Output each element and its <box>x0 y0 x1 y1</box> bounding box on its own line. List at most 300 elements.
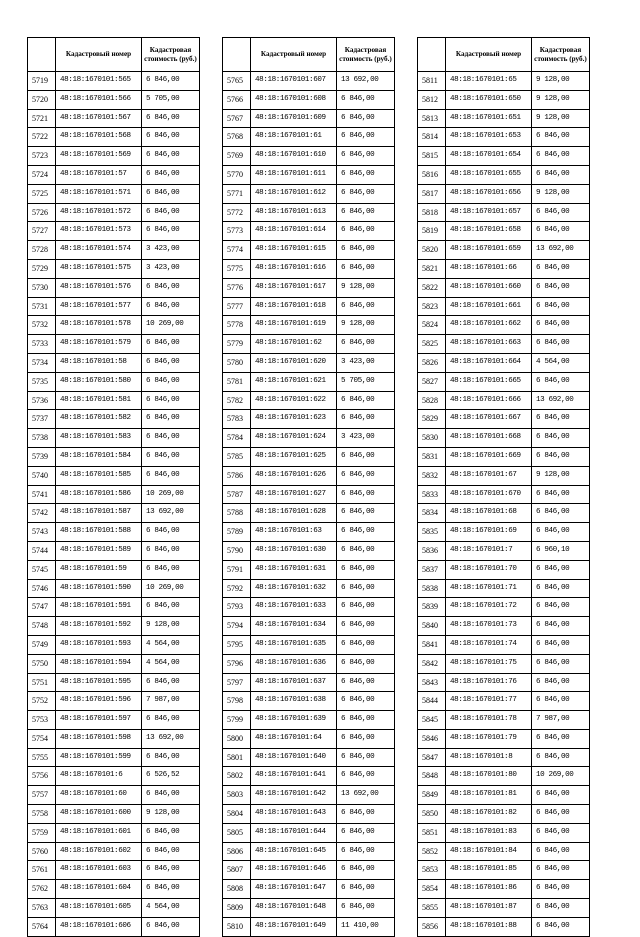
cadastral-number: 48:18:1670101:624 <box>251 429 337 448</box>
cadastral-number: 48:18:1670101:565 <box>56 72 142 91</box>
table-row <box>223 560 395 579</box>
table-row <box>223 391 395 410</box>
row-number: 5811 <box>418 72 446 91</box>
row-number: 5750 <box>28 654 56 673</box>
table-row <box>223 842 395 861</box>
table-row <box>28 786 200 805</box>
row-number: 5765 <box>223 72 251 91</box>
row-number: 5854 <box>418 880 446 899</box>
cadastral-value: 6 846,00 <box>337 541 395 560</box>
cadastral-value: 6 846,00 <box>532 128 590 147</box>
table-row <box>28 297 200 316</box>
cadastral-value: 13 692,00 <box>532 241 590 260</box>
cadastral-number: 48:18:1670101:569 <box>56 147 142 166</box>
row-number: 5742 <box>28 504 56 523</box>
cadastral-value: 6 846,00 <box>142 335 200 354</box>
cadastral-value: 6 846,00 <box>532 316 590 335</box>
row-number: 5840 <box>418 617 446 636</box>
cadastral-number: 48:18:1670101:590 <box>56 579 142 598</box>
cadastral-value: 6 846,00 <box>532 429 590 448</box>
row-number: 5729 <box>28 259 56 278</box>
cadastral-value: 6 846,00 <box>532 617 590 636</box>
row-number: 5794 <box>223 617 251 636</box>
table-row <box>418 128 590 147</box>
table-row <box>28 109 200 128</box>
cadastral-number: 48:18:1670101:635 <box>251 635 337 654</box>
cadastral-number: 48:18:1670101:653 <box>446 128 532 147</box>
table-row <box>418 466 590 485</box>
table-row <box>28 899 200 918</box>
cadastral-value: 6 846,00 <box>337 729 395 748</box>
table-row <box>223 654 395 673</box>
cadastral-value: 6 846,00 <box>142 842 200 861</box>
row-number: 5784 <box>223 429 251 448</box>
cadastral-number: 48:18:1670101:61 <box>251 128 337 147</box>
cadastral-number: 48:18:1670101:62 <box>251 335 337 354</box>
cadastral-value: 6 846,00 <box>532 748 590 767</box>
cadastral-number: 48:18:1670101:643 <box>251 805 337 824</box>
cadastral-value: 4 564,00 <box>142 635 200 654</box>
row-number: 5817 <box>418 184 446 203</box>
table-row <box>28 917 200 936</box>
row-number: 5813 <box>418 109 446 128</box>
row-number: 5804 <box>223 805 251 824</box>
cadastral-number: 48:18:1670101:593 <box>56 635 142 654</box>
cadastral-number: 48:18:1670101:59 <box>56 560 142 579</box>
cadastral-number: 48:18:1670101:572 <box>56 203 142 222</box>
cadastral-number: 48:18:1670101:73 <box>446 617 532 636</box>
table-row <box>28 429 200 448</box>
cadastral-value: 6 846,00 <box>142 222 200 241</box>
row-number: 5836 <box>418 541 446 560</box>
table-row <box>418 654 590 673</box>
table-row <box>223 917 395 936</box>
row-number: 5846 <box>418 729 446 748</box>
table-row <box>418 861 590 880</box>
row-number: 5802 <box>223 767 251 786</box>
cadastral-number: 48:18:1670101:8 <box>446 748 532 767</box>
cadastral-value: 6 846,00 <box>337 823 395 842</box>
cadastral-value: 6 846,00 <box>532 598 590 617</box>
row-number: 5822 <box>418 278 446 297</box>
table-row <box>28 598 200 617</box>
row-number: 5785 <box>223 447 251 466</box>
cadastral-number: 48:18:1670101:669 <box>446 447 532 466</box>
table-row <box>418 447 590 466</box>
cadastral-number: 48:18:1670101:647 <box>251 880 337 899</box>
cadastral-value: 6 846,00 <box>337 447 395 466</box>
cadastral-value: 6 846,00 <box>337 598 395 617</box>
cadastral-number: 48:18:1670101:67 <box>446 466 532 485</box>
cadastral-number: 48:18:1670101:576 <box>56 278 142 297</box>
cadastral-number: 48:18:1670101:574 <box>56 241 142 260</box>
cadastral-value: 10 269,00 <box>142 485 200 504</box>
cadastral-value: 13 692,00 <box>532 391 590 410</box>
table-row <box>223 165 395 184</box>
table-row <box>223 504 395 523</box>
table-row <box>223 861 395 880</box>
header-num <box>28 38 56 72</box>
table-row <box>223 259 395 278</box>
row-number: 5843 <box>418 673 446 692</box>
cadastral-value: 6 846,00 <box>337 241 395 260</box>
header-cadastral-value: Кадастровая стоимость (руб.) <box>142 38 200 72</box>
cadastral-number: 48:18:1670101:88 <box>446 917 532 936</box>
cadastral-number: 48:18:1670101:604 <box>56 880 142 899</box>
cadastral-value: 6 526,52 <box>142 767 200 786</box>
cadastral-number: 48:18:1670101:594 <box>56 654 142 673</box>
row-number: 5746 <box>28 579 56 598</box>
table-row <box>223 128 395 147</box>
row-number: 5797 <box>223 673 251 692</box>
row-number: 5720 <box>28 90 56 109</box>
row-number: 5842 <box>418 654 446 673</box>
row-number: 5790 <box>223 541 251 560</box>
cadastral-number: 48:18:1670101:597 <box>56 711 142 730</box>
table-row <box>223 410 395 429</box>
table-row <box>223 635 395 654</box>
table-row <box>28 823 200 842</box>
table-row <box>28 278 200 297</box>
table-row <box>418 203 590 222</box>
cadastral-number: 48:18:1670101:619 <box>251 316 337 335</box>
cadastral-value: 6 846,00 <box>142 203 200 222</box>
cadastral-value: 6 846,00 <box>142 673 200 692</box>
cadastral-value: 6 846,00 <box>532 222 590 241</box>
cadastral-number: 48:18:1670101:60 <box>56 786 142 805</box>
cadastral-value: 4 564,00 <box>142 654 200 673</box>
table-row <box>418 805 590 824</box>
row-number: 5736 <box>28 391 56 410</box>
row-number: 5825 <box>418 335 446 354</box>
cadastral-number: 48:18:1670101:644 <box>251 823 337 842</box>
cadastral-value: 6 846,00 <box>532 372 590 391</box>
row-number: 5855 <box>418 899 446 918</box>
row-number: 5721 <box>28 109 56 128</box>
cadastral-value: 6 846,00 <box>532 410 590 429</box>
cadastral-value: 6 846,00 <box>532 165 590 184</box>
cadastral-value: 6 846,00 <box>337 861 395 880</box>
table-row <box>28 447 200 466</box>
header-num <box>418 38 446 72</box>
cadastral-number: 48:18:1670101:628 <box>251 504 337 523</box>
table-row <box>223 297 395 316</box>
table-row <box>223 278 395 297</box>
cadastral-number: 48:18:1670101:636 <box>251 654 337 673</box>
row-number: 5847 <box>418 748 446 767</box>
table-row <box>223 598 395 617</box>
cadastral-value: 6 846,00 <box>532 805 590 824</box>
row-number: 5803 <box>223 786 251 805</box>
cadastral-value: 6 846,00 <box>142 72 200 91</box>
row-number: 5744 <box>28 541 56 560</box>
table-row <box>418 90 590 109</box>
row-number: 5760 <box>28 842 56 861</box>
cadastral-value: 6 846,00 <box>532 297 590 316</box>
cadastral-number: 48:18:1670101:616 <box>251 259 337 278</box>
cadastral-number: 48:18:1670101:83 <box>446 823 532 842</box>
cadastral-number: 48:18:1670101:614 <box>251 222 337 241</box>
cadastral-number: 48:18:1670101:659 <box>446 241 532 260</box>
cadastral-number: 48:18:1670101:660 <box>446 278 532 297</box>
row-number: 5795 <box>223 635 251 654</box>
cadastral-value: 9 128,00 <box>532 72 590 91</box>
cadastral-number: 48:18:1670101:595 <box>56 673 142 692</box>
table-row <box>418 842 590 861</box>
row-number: 5757 <box>28 786 56 805</box>
cadastral-number: 48:18:1670101:599 <box>56 748 142 767</box>
row-number: 5788 <box>223 504 251 523</box>
cadastral-number: 48:18:1670101:640 <box>251 748 337 767</box>
cadastral-value: 6 846,00 <box>532 786 590 805</box>
table-row <box>418 767 590 786</box>
cadastral-number: 48:18:1670101:57 <box>56 165 142 184</box>
row-number: 5737 <box>28 410 56 429</box>
cadastral-number: 48:18:1670101:592 <box>56 617 142 636</box>
cadastral-value: 6 846,00 <box>142 147 200 166</box>
cadastral-value: 6 846,00 <box>532 147 590 166</box>
table-row <box>223 880 395 899</box>
cadastral-value: 6 846,00 <box>532 861 590 880</box>
cadastral-number: 48:18:1670101:6 <box>56 767 142 786</box>
table-row <box>223 147 395 166</box>
cadastral-number: 48:18:1670101:625 <box>251 447 337 466</box>
row-number: 5726 <box>28 203 56 222</box>
table-row <box>223 429 395 448</box>
cadastral-value: 6 846,00 <box>337 805 395 824</box>
table-row <box>418 147 590 166</box>
cadastral-value: 6 846,00 <box>532 729 590 748</box>
row-number: 5764 <box>28 917 56 936</box>
table-row <box>223 109 395 128</box>
cadastral-value: 6 846,00 <box>142 598 200 617</box>
row-number: 5748 <box>28 617 56 636</box>
row-number: 5727 <box>28 222 56 241</box>
row-number: 5806 <box>223 842 251 861</box>
cadastral-number: 48:18:1670101:78 <box>446 711 532 730</box>
cadastral-value: 6 846,00 <box>142 880 200 899</box>
cadastral-number: 48:18:1670101:66 <box>446 259 532 278</box>
cadastral-value: 6 846,00 <box>142 861 200 880</box>
table-row <box>418 485 590 504</box>
cadastral-value: 6 846,00 <box>142 523 200 542</box>
table-row <box>418 184 590 203</box>
table-row <box>418 880 590 899</box>
header-cadastral-number: Кадастровый номер <box>446 38 532 72</box>
cadastral-value: 6 846,00 <box>337 109 395 128</box>
row-number: 5815 <box>418 147 446 166</box>
cadastral-number: 48:18:1670101:568 <box>56 128 142 147</box>
table-row <box>28 391 200 410</box>
row-number: 5775 <box>223 259 251 278</box>
cadastral-number: 48:18:1670101:571 <box>56 184 142 203</box>
cadastral-value: 6 846,00 <box>337 748 395 767</box>
row-number: 5756 <box>28 767 56 786</box>
cadastral-value: 6 846,00 <box>142 391 200 410</box>
row-number: 5751 <box>28 673 56 692</box>
header-cadastral-number: Кадастровый номер <box>56 38 142 72</box>
table-row <box>418 673 590 692</box>
cadastral-number: 48:18:1670101:87 <box>446 899 532 918</box>
cadastral-value: 6 846,00 <box>337 184 395 203</box>
row-number: 5733 <box>28 335 56 354</box>
row-number: 5759 <box>28 823 56 842</box>
cadastral-table-2 <box>222 37 395 937</box>
row-number: 5767 <box>223 109 251 128</box>
row-number: 5834 <box>418 504 446 523</box>
cadastral-number: 48:18:1670101:85 <box>446 861 532 880</box>
row-number: 5786 <box>223 466 251 485</box>
cadastral-number: 48:18:1670101:591 <box>56 598 142 617</box>
table-row <box>28 692 200 711</box>
cadastral-number: 48:18:1670101:603 <box>56 861 142 880</box>
table-row <box>418 917 590 936</box>
cadastral-number: 48:18:1670101:620 <box>251 353 337 372</box>
row-number: 5848 <box>418 767 446 786</box>
table-row <box>418 353 590 372</box>
table-row <box>223 203 395 222</box>
cadastral-number: 48:18:1670101:566 <box>56 90 142 109</box>
row-number: 5830 <box>418 429 446 448</box>
table-row <box>28 203 200 222</box>
cadastral-number: 48:18:1670101:58 <box>56 353 142 372</box>
cadastral-number: 48:18:1670101:81 <box>446 786 532 805</box>
cadastral-value: 3 423,00 <box>142 241 200 260</box>
cadastral-number: 48:18:1670101:648 <box>251 899 337 918</box>
cadastral-value: 10 269,00 <box>142 316 200 335</box>
cadastral-number: 48:18:1670101:77 <box>446 692 532 711</box>
row-number: 5769 <box>223 147 251 166</box>
row-number: 5766 <box>223 90 251 109</box>
row-number: 5832 <box>418 466 446 485</box>
cadastral-value: 6 846,00 <box>532 485 590 504</box>
table-row <box>28 748 200 767</box>
cadastral-value: 9 128,00 <box>532 109 590 128</box>
table-row <box>28 241 200 260</box>
row-number: 5730 <box>28 278 56 297</box>
cadastral-number: 48:18:1670101:650 <box>446 90 532 109</box>
row-number: 5829 <box>418 410 446 429</box>
cadastral-value: 9 128,00 <box>532 184 590 203</box>
cadastral-value: 6 846,00 <box>532 917 590 936</box>
cadastral-value: 4 564,00 <box>142 899 200 918</box>
cadastral-number: 48:18:1670101:657 <box>446 203 532 222</box>
row-number: 5773 <box>223 222 251 241</box>
cadastral-number: 48:18:1670101:589 <box>56 541 142 560</box>
row-number: 5820 <box>418 241 446 260</box>
table-row <box>418 523 590 542</box>
cadastral-number: 48:18:1670101:75 <box>446 654 532 673</box>
cadastral-value: 6 846,00 <box>337 654 395 673</box>
table-row <box>28 372 200 391</box>
cadastral-value: 6 846,00 <box>337 222 395 241</box>
table-row <box>28 466 200 485</box>
table-row <box>418 579 590 598</box>
cadastral-number: 48:18:1670101:666 <box>446 391 532 410</box>
cadastral-value: 6 846,00 <box>337 673 395 692</box>
row-number: 5798 <box>223 692 251 711</box>
cadastral-value: 6 846,00 <box>337 617 395 636</box>
table-row <box>418 241 590 260</box>
cadastral-value: 11 410,00 <box>337 917 395 936</box>
table-row <box>28 222 200 241</box>
cadastral-number: 48:18:1670101:602 <box>56 842 142 861</box>
cadastral-number: 48:18:1670101:69 <box>446 523 532 542</box>
cadastral-value: 6 846,00 <box>142 823 200 842</box>
row-number: 5818 <box>418 203 446 222</box>
header-num <box>223 38 251 72</box>
table-row <box>28 90 200 109</box>
cadastral-value: 6 846,00 <box>532 335 590 354</box>
table-row <box>223 447 395 466</box>
cadastral-value: 7 987,00 <box>142 692 200 711</box>
cadastral-value: 6 846,00 <box>532 560 590 579</box>
cadastral-value: 6 846,00 <box>337 203 395 222</box>
cadastral-number: 48:18:1670101:577 <box>56 297 142 316</box>
cadastral-number: 48:18:1670101:631 <box>251 560 337 579</box>
table-row <box>418 786 590 805</box>
row-number: 5827 <box>418 372 446 391</box>
cadastral-number: 48:18:1670101:641 <box>251 767 337 786</box>
row-number: 5735 <box>28 372 56 391</box>
header-cadastral-value: Кадастровая стоимость (руб.) <box>337 38 395 72</box>
table-row <box>28 504 200 523</box>
cadastral-number: 48:18:1670101:600 <box>56 805 142 824</box>
cadastral-value: 6 846,00 <box>532 899 590 918</box>
cadastral-value: 13 692,00 <box>142 504 200 523</box>
row-number: 5791 <box>223 560 251 579</box>
row-number: 5808 <box>223 880 251 899</box>
row-number: 5850 <box>418 805 446 824</box>
cadastral-value: 9 128,00 <box>142 617 200 636</box>
row-number: 5781 <box>223 372 251 391</box>
table-row <box>223 184 395 203</box>
cadastral-number: 48:18:1670101:656 <box>446 184 532 203</box>
cadastral-value: 6 846,00 <box>337 90 395 109</box>
cadastral-number: 48:18:1670101:654 <box>446 147 532 166</box>
cadastral-value: 6 846,00 <box>337 259 395 278</box>
table-row <box>223 767 395 786</box>
cadastral-value: 6 846,00 <box>337 899 395 918</box>
cadastral-number: 48:18:1670101:638 <box>251 692 337 711</box>
table-row <box>223 748 395 767</box>
table-row <box>223 241 395 260</box>
row-number: 5856 <box>418 917 446 936</box>
row-number: 5739 <box>28 447 56 466</box>
cadastral-value: 6 846,00 <box>142 297 200 316</box>
table-row <box>28 861 200 880</box>
row-number: 5814 <box>418 128 446 147</box>
table-row <box>223 805 395 824</box>
table-row <box>223 72 395 91</box>
cadastral-table-3 <box>417 37 590 937</box>
row-number: 5801 <box>223 748 251 767</box>
cadastral-number: 48:18:1670101:613 <box>251 203 337 222</box>
row-number: 5778 <box>223 316 251 335</box>
table-row <box>418 222 590 241</box>
table-row <box>28 72 200 91</box>
cadastral-value: 3 423,00 <box>337 353 395 372</box>
table-row <box>418 372 590 391</box>
cadastral-number: 48:18:1670101:646 <box>251 861 337 880</box>
table-row <box>223 729 395 748</box>
row-number: 5851 <box>418 823 446 842</box>
cadastral-value: 6 846,00 <box>532 203 590 222</box>
cadastral-number: 48:18:1670101:84 <box>446 842 532 861</box>
cadastral-number: 48:18:1670101:578 <box>56 316 142 335</box>
row-number: 5844 <box>418 692 446 711</box>
table-row <box>418 259 590 278</box>
